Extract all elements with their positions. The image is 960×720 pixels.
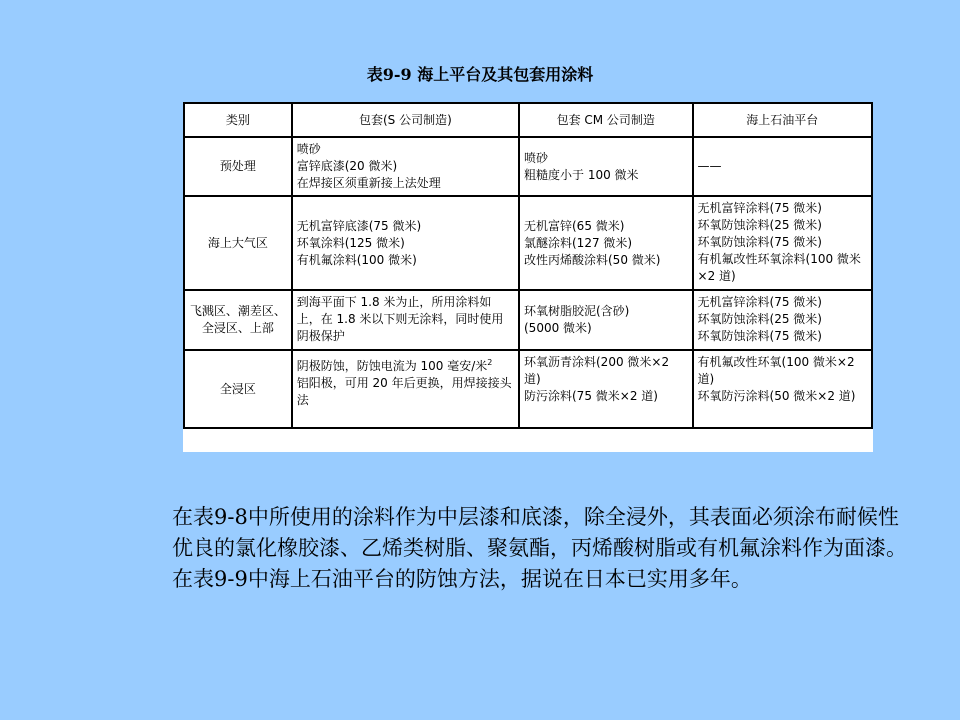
- cell-line: 有机氟改性环氧(100 微米×2 道): [697, 355, 855, 386]
- table-caption: 表9-9 海上平台及其包套用涂料: [366, 65, 594, 84]
- table-row: [184, 290, 872, 350]
- cell-s-company: [292, 196, 519, 290]
- cell-line: 环氧涂料(125 微米): [296, 235, 405, 250]
- cell-platform: [693, 350, 872, 428]
- table-row: [184, 350, 872, 428]
- cell-line: 有机氟改性环氧涂料(100 微米×2 道): [697, 252, 861, 283]
- cell-line: 防污涂料(75 微米×2 道): [524, 389, 658, 403]
- row-category: 预处理: [184, 137, 292, 196]
- coatings-table-container: [183, 102, 873, 452]
- cell-platform: [693, 290, 872, 350]
- cell-line: ——: [697, 159, 722, 173]
- cell-s-company: [292, 290, 519, 350]
- cell-line: 无机富锌(65 微米): [524, 218, 625, 233]
- cell-line: 铝阳极，可用 20 年后更换，用焊接接头法: [296, 376, 512, 407]
- table-row: [184, 196, 872, 290]
- row-category: 海上大气区: [184, 196, 292, 290]
- cell-line: 有机氟涂料(100 微米): [296, 252, 417, 267]
- cell-line: 改性丙烯酸涂料(50 微米): [524, 252, 661, 267]
- cell-cm-company: [519, 137, 693, 196]
- table-row: [184, 137, 872, 196]
- cell-line: 无机富锌涂料(75 微米): [697, 295, 822, 309]
- cell-line: 到海平面下 1.8 米为止，所用涂料如上，在 1.8 米以下则无涂料，同时使用阴极保护: [296, 295, 504, 343]
- paragraph: 在表9-9中海上石油平台的防蚀方法，据说在日本已实用多年。: [172, 567, 752, 591]
- header-cm-company: 包套 CM 公司制造: [519, 103, 693, 137]
- cell-line: (5000 微米): [524, 321, 592, 335]
- cell-line: 环氧防蚀涂料(75 微米): [697, 235, 822, 249]
- cell-line: 富锌底漆(20 微米): [296, 159, 398, 173]
- cell-cm-company: [519, 290, 693, 350]
- cell-line: 环氧防蚀涂料(25 微米): [697, 218, 822, 232]
- cell-line: 喷砂: [524, 150, 549, 165]
- cell-line: 无机富锌底漆(75 微米): [296, 218, 422, 233]
- cell-platform: [693, 137, 872, 196]
- coatings-table: [183, 102, 873, 429]
- row-category: 全浸区: [184, 350, 292, 428]
- cell-line: 环氧防蚀涂料(75 微米): [697, 329, 822, 343]
- cell-line: 环氧树脂胶泥(含砂): [524, 304, 630, 318]
- cell-line: 无机富锌涂料(75 微米): [697, 201, 822, 215]
- cell-platform: [693, 196, 872, 290]
- cell-cm-company: [519, 350, 693, 428]
- cell-line: 氯醚涂料(127 微米): [524, 235, 633, 250]
- cell-line: 在焊接区须重新接上法处理: [296, 176, 441, 190]
- row-category: 飞溅区、潮差区、全浸区、上部: [184, 290, 292, 350]
- cell-s-company: [292, 137, 519, 196]
- header-s-company: 包套(S 公司制造): [292, 103, 519, 137]
- footnote-marker: 2: [487, 358, 493, 367]
- table-header-row: [184, 103, 872, 137]
- header-category: 类别: [184, 103, 292, 137]
- cell-line-text: 阴极防蚀，防蚀电流为 100 毫安/米: [296, 359, 488, 373]
- cell-s-company: [292, 350, 519, 428]
- cell-line: [297, 354, 514, 375]
- cell-line: 环氧防蚀涂料(25 微米): [697, 312, 822, 326]
- cell-line: 环氧防污涂料(50 微米×2 道): [697, 389, 856, 403]
- paragraph: 在表9-8中所使用的涂料作为中层漆和底漆，除全浸外，其表面必须涂布耐候性优良的氯化橡胶漆、乙烯类树脂、聚氨酯，丙烯酸树脂或有机氟涂料作为面漆。: [172, 505, 907, 560]
- cell-line: 环氧沥青涂料(200 微米×2 道): [524, 355, 670, 386]
- cell-line: 喷砂: [296, 142, 321, 156]
- cell-line: 粗糙度小于 100 微米: [524, 167, 639, 182]
- body-text: [172, 502, 912, 595]
- cell-cm-company: [519, 196, 693, 290]
- header-platform: 海上石油平台: [693, 103, 872, 137]
